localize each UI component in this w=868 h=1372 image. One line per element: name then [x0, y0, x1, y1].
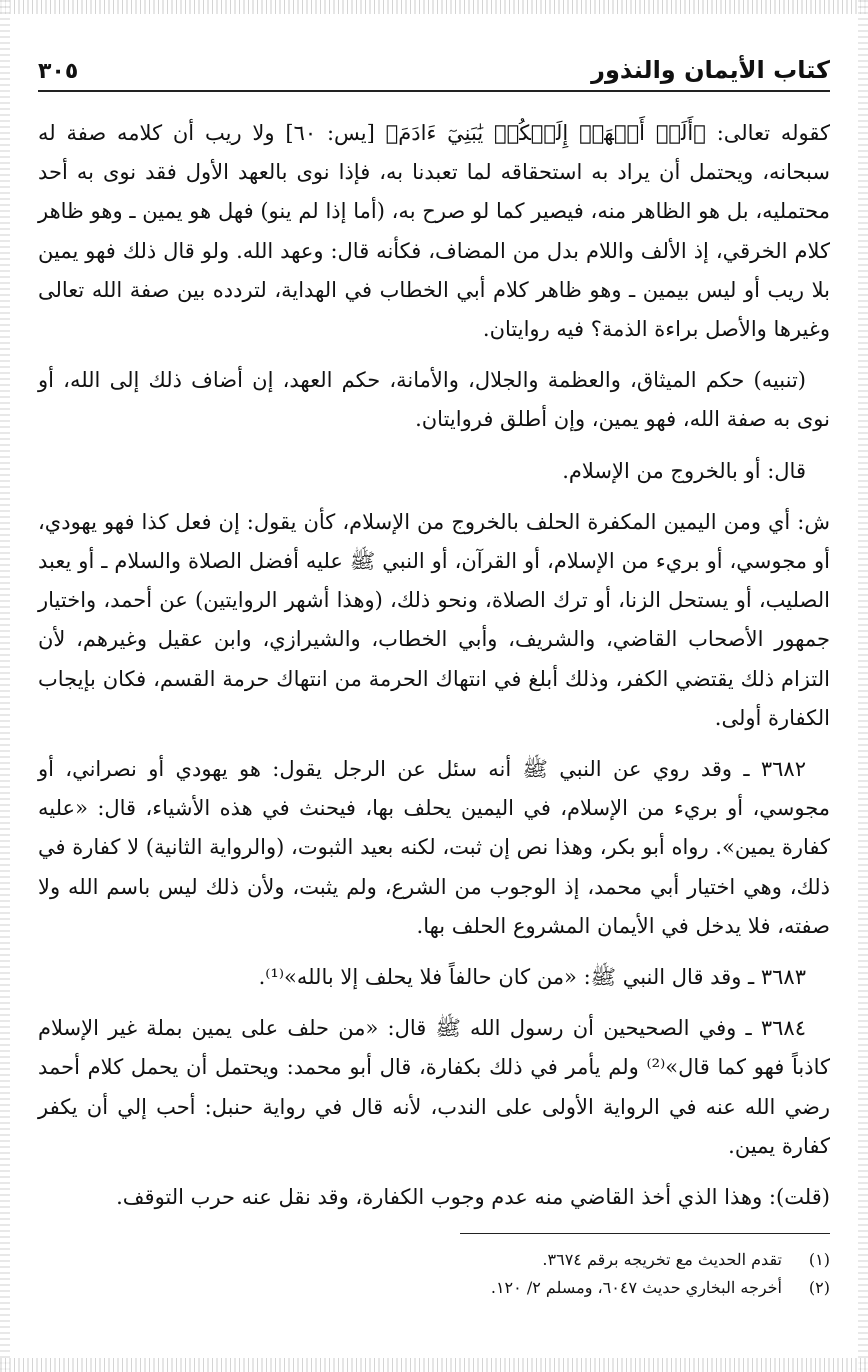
page-header	[38, 40, 830, 92]
footnote-1	[38, 1246, 830, 1274]
paragraph-4: ش: أي ومن اليمين المكفرة الحلف بالخروج من الإسلام، كأن يقول: إن فعل كذا فهو يهودي، أو مجوسي، أو بريء من الإسلام، أو القرآن، أو النبي ﷺ عليه أفضل الصلاة والسلام ـ أو يعبد الصليب، أو يستحل الزنا، أو ترك الصلاة، ونحو ذلك، (وهذا أشهر الروايتين) عن أحمد، واختيار جمهور الأصحاب القاضي، والشريف، وأبي الخطاب، والشيرازي، وابن عقيل وغيرهم، لأن التزام ذلك يقتضي الكفر، وذلك أبلغ في انتهاك الحرمة من انتهاك حرمة القسم، فكان بإيجاب الكفارة أولى.	[38, 509, 830, 730]
paragraph-6: ٣٦٨٣ ـ وقد قال النبي ﷺ: «من كان حالفاً فلا يحلف إلا بالله»⁽¹⁾.	[258, 965, 806, 990]
paragraph-7: ٣٦٨٤ ـ وفي الصحيحين أن رسول الله ﷺ قال: «من حلف على يمين بملة غير الإسلام كاذباً فهو كما قال»⁽²⁾ ولم يأمر في ذلك بكفارة، قال أبو محمد: ويحتمل أن يحمل كلام أحمد رضي الله عنه في الرواية الأولى على الندب، لأنه قال في رواية حنبل: أحب إلي أن يكفر كفارة يمين.	[38, 1016, 830, 1158]
document-page	[38, 40, 830, 1350]
footnotes	[38, 1246, 830, 1302]
footnote-text: تقدم الحديث مع تخريجه برقم ٣٦٧٤.	[542, 1250, 782, 1269]
paragraph-3: قال: أو بالخروج من الإسلام.	[562, 458, 806, 483]
footnote-2	[38, 1274, 830, 1302]
top-decorative-border	[0, 0, 868, 14]
footnote-number: (٢)	[808, 1278, 830, 1297]
paragraph-1: كقوله تعالى: ﴿أَلَمۡ أَعۡهَدۡ إِلَيۡكُمۡ يَٰبَنِيٓ ءَادَمَ﴾ [يس: ٦٠] ولا ريب أن كلامه صفة له سبحانه، ويحتمل أن يراد به استحقاقه لما تعبدنا به، فإذا نوى بالعهد الأول فقد نوى به أحد محتمليه، بل هو الظاهر منه، فيصير كما لو صرح به، (أما إذا لم ينو) فهل هو يمين ـ وهو ظاهر كلام الخرقي، إذ الألف واللام بدل من المضاف، فكأنه قال: وعهد الله. ولو قال ذلك فهو يمين بلا ريب أو ليس بيمين ـ وهو ظاهر كلام أبي الخطاب في الهداية، لتردده بين صفة الله تعالى وغيرها والأصل براءة الذمة؟ فيه روايتان.	[38, 121, 830, 342]
book-title: كتاب الأيمان والنذور	[591, 56, 830, 84]
right-decorative-border	[858, 0, 868, 1372]
left-decorative-border	[0, 0, 10, 1372]
footnote-number: (١)	[808, 1250, 830, 1269]
bottom-decorative-border	[0, 1358, 868, 1372]
footnote-divider	[460, 1233, 830, 1234]
paragraph-8: (قلت): وهذا الذي أخذ القاضي منه عدم وجوب الكفارة، وقد نقل عنه حرب التوقف.	[116, 1185, 830, 1210]
paragraph-5: ٣٦٨٢ ـ وقد روي عن النبي ﷺ أنه سئل عن الرجل يقول: هو يهودي أو نصراني، أو مجوسي، أو بريء من الإسلام، في اليمين يحلف بها، فيحنث في هذه الأشياء، قال: «عليه كفارة يمين». رواه أبو بكر، وهذا نص إن ثبت، لكنه بعيد الثبوت، (والرواية الثانية) لا كفارة في ذلك، وهي اختيار أبي محمد، إذ الوجوب من الشرع، ولم يثبت، ولأن ذلك ليس باسم الله ولا صفته، فلا يدخل في الأيمان المشروع الحلف بها.	[38, 757, 830, 938]
page-number: ٣٠٥	[38, 59, 79, 84]
footnote-text: أخرجه البخاري حديث ٦٠٤٧، ومسلم ٢/ ١٢٠.	[490, 1278, 782, 1297]
paragraph-2: (تنبيه) حكم الميثاق، والعظمة والجلال، والأمانة، حكم العهد، إن أضاف ذلك إلى الله، أو نوى به صفة الله، فهو يمين، وإن أطلق فروايتان.	[38, 368, 830, 432]
